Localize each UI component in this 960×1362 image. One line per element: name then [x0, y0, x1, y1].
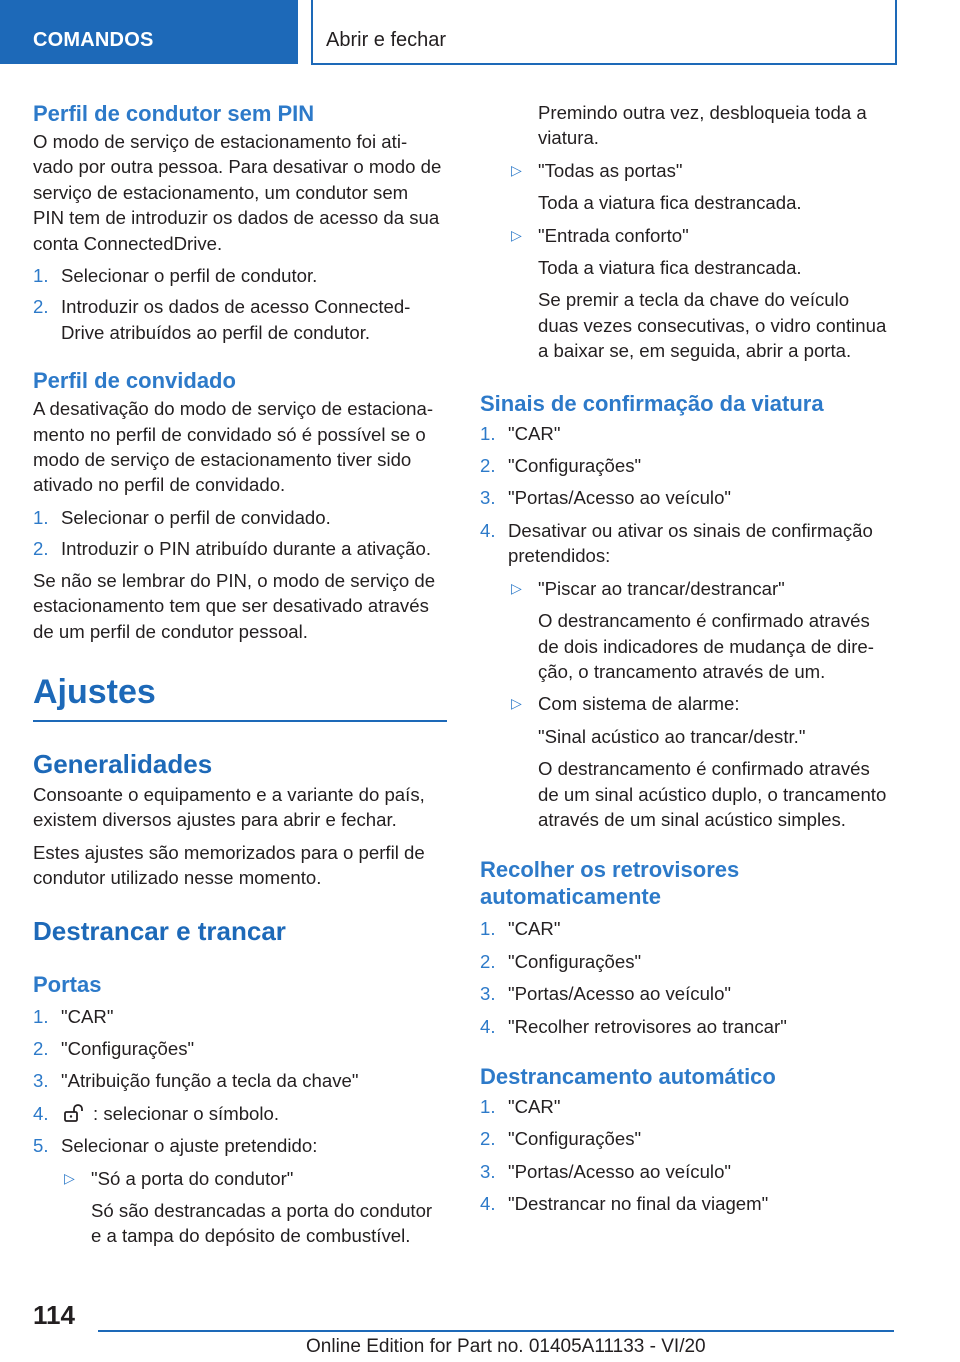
heading-rule — [33, 720, 447, 722]
mirrors-heading: Recolher os retrovisores automaticamente — [480, 857, 740, 910]
list-item: 1. "CAR" — [480, 1095, 561, 1117]
option-item: ▷ "Piscar ao trancar/destrancar" — [480, 576, 896, 601]
list-item: 3. "Portas/Acesso ao veículo" — [480, 983, 732, 1005]
section-tab — [0, 0, 298, 64]
lock-unlock-heading: Destrancar e trancar — [33, 915, 286, 946]
list-item: 1. "CAR" — [480, 918, 561, 940]
list-item: 2. Introduzir os dados de acesso Connected- Drive atribuídos ao perfil de condutor. — [33, 296, 411, 343]
unlock-icon — [63, 1104, 87, 1122]
list-item: 3. "Atribuição função a tecla da chave" — [33, 1070, 359, 1092]
list-item: 3. "Portas/Acesso ao veículo" — [480, 1160, 732, 1182]
option-item: ▷ "Todas as portas" — [480, 158, 896, 183]
option-item: ▷ "Só a porta do condutor" — [33, 1166, 447, 1191]
list-item: 2. "Configurações" — [480, 1128, 642, 1150]
list-item: 1. Selecionar o perfil de condutor. — [33, 265, 318, 287]
doors-steps-list — [33, 1004, 447, 1249]
ajustes-heading: Ajustes — [33, 672, 156, 711]
list-item: 4. Desativar ou ativar os sinais de confirmação pretendidos: — [480, 519, 873, 567]
triangle-bullet-icon: ▷ — [511, 226, 522, 243]
guest-profile-heading: Perfil de convidado — [33, 368, 236, 394]
signals-heading: Sinais de confirmação da viatura — [480, 390, 824, 416]
list-item: 4. : selecionar o símbolo. — [33, 1102, 280, 1124]
continued-text: Premindo outra vez, desbloqueia toda a viatura. — [538, 102, 867, 149]
left-column — [33, 100, 447, 1249]
option-item: ▷ "Entrada conforto" — [480, 223, 896, 248]
list-item: 1. Selecionar o perfil de convidado. — [33, 506, 331, 528]
pin-steps-list — [33, 263, 447, 345]
footer-rule — [98, 1330, 894, 1332]
triangle-bullet-icon: ▷ — [511, 695, 522, 712]
triangle-bullet-icon: ▷ — [511, 161, 522, 178]
generalidades-heading: Generalidades — [33, 748, 213, 779]
section-title: COMANDOS — [33, 29, 154, 51]
list-item: 1. "CAR" — [480, 422, 561, 444]
option-subtitle: "Sinal acústico ao trancar/destr." — [538, 725, 806, 747]
list-item: 4. "Recolher retrovisores ao trancar" — [480, 1015, 787, 1037]
list-item: 2. Introduzir o PIN atribuído durante a ativação. — [33, 538, 432, 560]
list-item: 3. "Portas/Acesso ao veículo" — [480, 487, 732, 509]
page-number: 114 — [33, 1300, 75, 1330]
list-item: 2. "Configurações" — [480, 950, 642, 972]
list-item: 2. "Configurações" — [480, 455, 642, 477]
conforto-note: Se premir a tecla da chave do veículo duas vezes consecutivas, o vidro continua a baixar se, em seguida, abrir a porta. — [538, 289, 887, 362]
guest-profile-text: A desativação do modo de serviço de estaciona- mento no perfil de convidado só é possível se o modo de serviço de estacionamento tiver sido ativado no perfil de convidado. — [33, 398, 434, 496]
pin-profile-text: O modo de serviço de estacionamento foi ati- vado por outra pessoa. Para desativar o modo de serviço de estacionamento, um condutor sem PIN tem de introduzir os dados de acesso da sua conta ConnectedDrive. — [33, 131, 442, 254]
option-description: Toda a viatura fica destrancada. — [538, 192, 802, 214]
list-item: 4. "Destrancar no final da viagem" — [480, 1193, 769, 1215]
chapter-title: Abrir e fechar — [326, 29, 447, 51]
signals-steps-list — [480, 421, 896, 833]
option-description: O destrancamento é confirmado através de dois indicadores de mudança de dire- ção, o trancamento através de um. — [538, 610, 874, 682]
doors-heading: Portas — [33, 971, 102, 997]
list-item: 1. "CAR" — [33, 1005, 114, 1027]
generalidades-text-2: Estes ajustes são memorizados para o perfil de condutor utilizado nesse momento. — [33, 841, 425, 889]
mirrors-steps-list — [480, 916, 896, 1039]
option-item: ▷ Com sistema de alarme: — [480, 691, 896, 716]
option-description: Toda a viatura fica destrancada. — [538, 257, 802, 279]
footer-edition: Online Edition for Part no. 01405A11133 - VI/20 — [306, 1336, 706, 1357]
right-column — [480, 100, 896, 1217]
pin-profile-heading: Perfil de condutor sem PIN — [33, 101, 315, 126]
triangle-bullet-icon: ▷ — [64, 1169, 75, 1186]
guest-note: Se não se lembrar do PIN, o modo de serviço de estacionamento tem que ser desativado através de um perfil de condutor pessoal. — [33, 569, 436, 642]
option-description: Só são destrancadas a porta do condutor e a tampa do depósito de combustível. — [91, 1199, 433, 1247]
chapter-tab — [311, 0, 897, 65]
list-item: 5. Selecionar o ajuste pretendido: — [33, 1135, 318, 1157]
option-description: O destrancamento é confirmado através de um sinal acústico duplo, o trancamento através de um sinal acústico simples. — [538, 758, 887, 830]
auto-unlock-steps-list — [480, 1094, 896, 1217]
triangle-bullet-icon: ▷ — [511, 579, 522, 596]
generalidades-text: Consoante o equipamento e a variante do país, existem diversos ajustes para abrir e fechar. — [33, 783, 425, 831]
list-item: 2. "Configurações" — [33, 1037, 195, 1059]
auto-unlock-heading: Destrancamento automático — [480, 1063, 776, 1089]
guest-steps-list — [33, 505, 447, 562]
